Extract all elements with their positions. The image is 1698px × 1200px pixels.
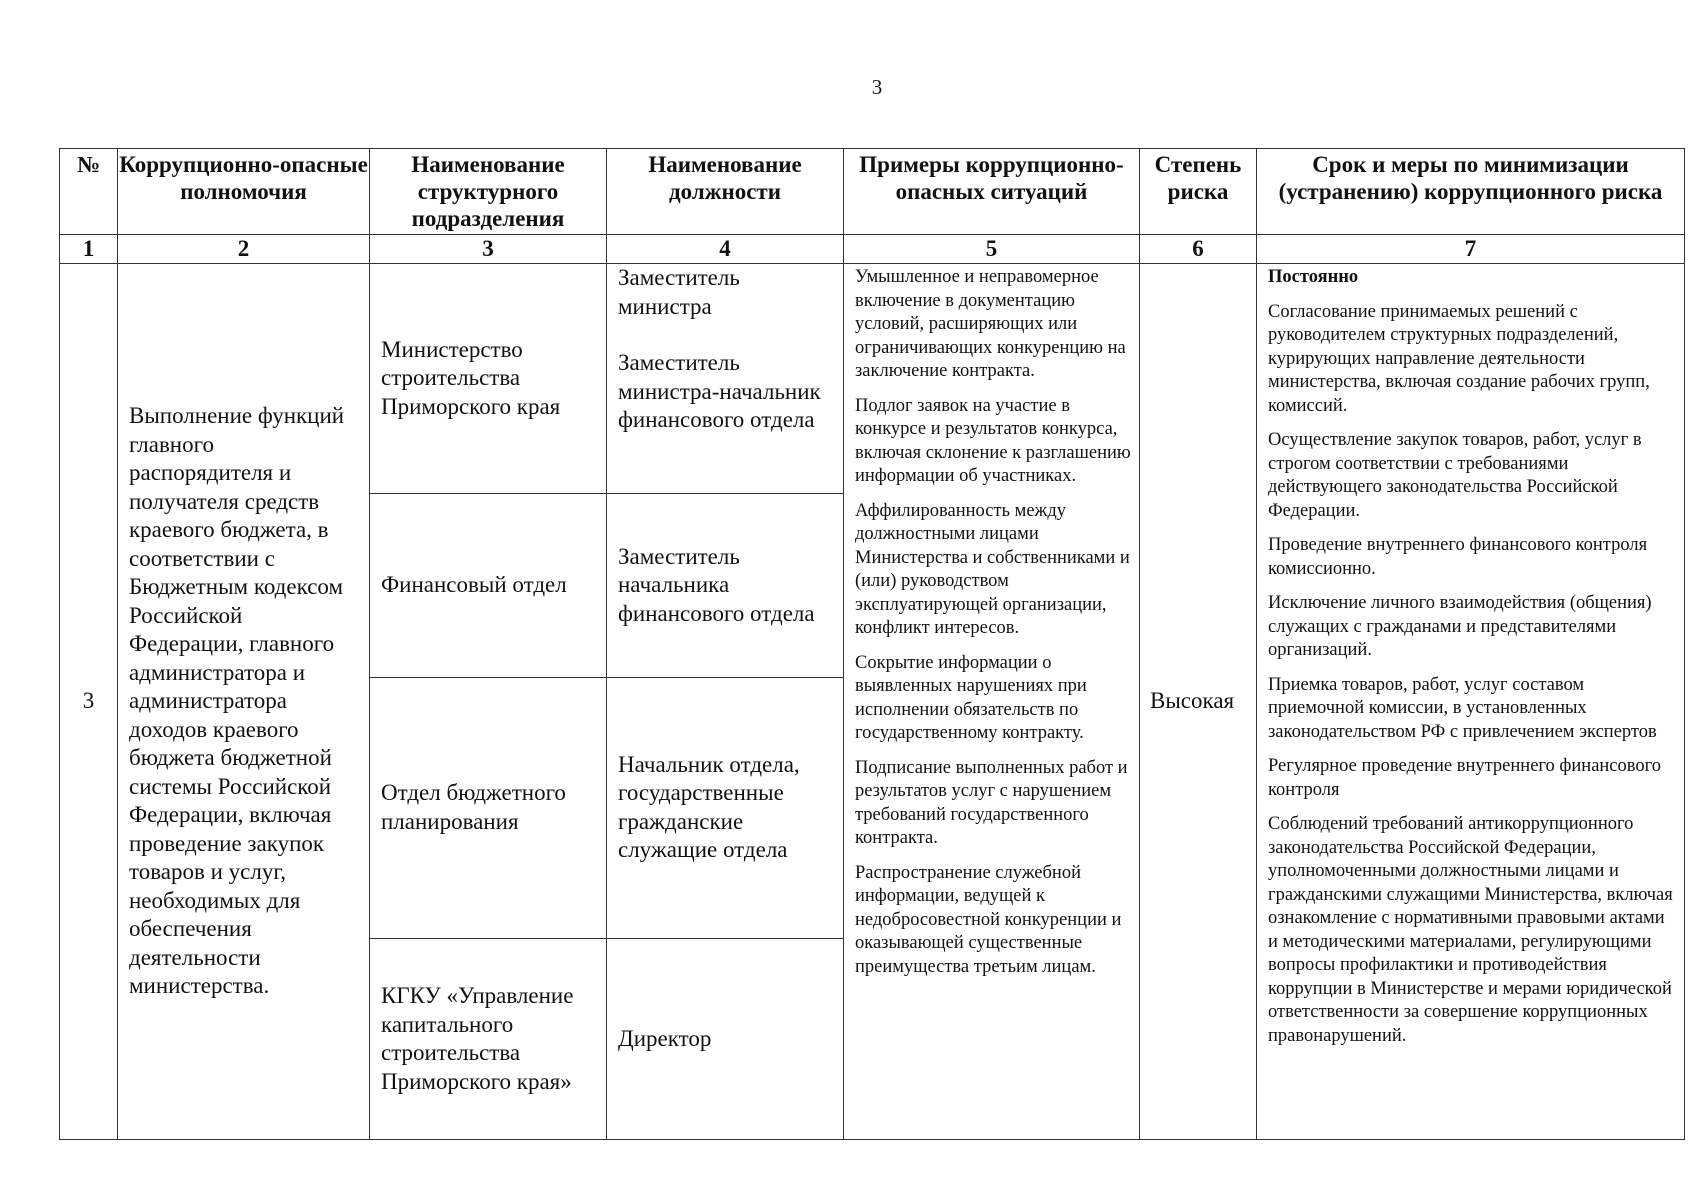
corruption-risk-table [59,148,1685,1140]
column-number: 3 [370,235,607,264]
position-cell [607,264,844,494]
measure-item: Проведение внутреннего финансового контроля комиссионно. [1268,535,1648,579]
position-cell: Начальник отдела, государственные гражданские служащие отдела [607,677,844,939]
header-examples: Примеры коррупционно-опасных ситуаций [844,149,1140,235]
department-cell: Отдел бюджетного планирования [370,677,607,939]
header-powers: Коррупционно-опасные полномочия [118,149,370,235]
position-cell: Заместитель начальника финансового отдела [607,494,844,678]
column-number: 6 [1140,235,1257,264]
header-position: Наименование должности [607,149,844,235]
example-item: Сокрытие информации о выявленных нарушениях при исполнении обязательств по государственному контракту. [855,652,1087,744]
department-cell: КГКУ «Управление капитального строительства Приморского края» [370,939,607,1140]
page-number: 3 [871,75,883,99]
risk-level-cell: Высокая [1140,264,1257,1140]
column-number: 1 [60,235,118,264]
row-number: 3 [60,264,118,1140]
measure-item: Осуществление закупок товаров, работ, услуг в строгом соответствии с требованиями действующего законодательства Российской Федерации. [1268,430,1642,521]
example-item: Аффилированность между должностными лицами Министерства и собственниками и (или) руководством эксплуатирующей организации, конфликт интересов. [855,500,1130,639]
measures-cell [1257,264,1685,1140]
position-cell: Директор [607,939,844,1140]
position-text: Заместитель министра [618,265,740,319]
department-cell: Финансовый отдел [370,494,607,678]
header-measures: Срок и меры по минимизации (устранению) коррупционного риска [1257,149,1685,235]
example-item: Умышленное и неправомерное включение в документацию условий, расширяющих или ограничивающих конкуренцию на заключение контракта. [855,267,1126,382]
position-text: Заместитель министра-начальник финансового отдела [618,350,821,433]
measure-item: Согласование принимаемых решений с руководителем структурных подразделений, курирующих направление деятельности министерства, включая создание рабочих групп, комиссий. [1268,301,1650,416]
example-item: Распространение служебной информации, ведущей к недобросовестной конкуренции и оказывающей существенные преимущества третьим лицам. [855,862,1122,977]
header-department: Наименование структурного подразделения [370,149,607,235]
column-number: 5 [844,235,1140,264]
column-number: 7 [1257,235,1685,264]
examples-cell [844,264,1140,1140]
department-cell: Министерство строительства Приморского края [370,264,607,494]
column-number: 2 [118,235,370,264]
powers-cell: Выполнение функций главного распорядителя и получателя средств краевого бюджета, в соответствии с Бюджетным кодексом Российской Федерации, главного администратора и администратора доходов краевого бюджета бюджетной системы Российской Федерации, включая проведение закупок товаров и услуг, необходимых для обеспечения деятельности министерства. [118,264,370,1140]
measures-term: Постоянно [1268,267,1359,288]
measure-item: Регулярное проведение внутреннего финансового контроля [1268,756,1662,800]
measure-item: Соблюдений требований антикоррупционного законодательства Российской Федерации, уполномоченными должностными лицами и гражданскими служащими Министерства, включая ознакомление с нормативными правовыми актами и методическими материалами, регулирующими вопросы профилактики и противодействия коррупции в Министерстве и мерами юридической ответственности за совершение коррупционных правонарушений. [1268,814,1673,1046]
header-risk-level: Степень риска [1140,149,1257,235]
measure-item: Приемка товаров, работ, услуг составом приемочной комиссии, в установленных законодательством РФ с привлечением экспертов [1268,674,1657,742]
example-item: Подписание выполненных работ и результатов услуг с нарушением требований государственного контракта. [855,757,1128,849]
header-number: № [60,149,118,235]
column-number: 4 [607,235,844,264]
example-item: Подлог заявок на участие в конкурсе и результатов конкурса, включая склонение к разглашению информации об участниках. [855,395,1131,487]
header-row [60,149,1685,235]
column-number-row [60,235,1685,264]
measure-item: Исключение личного взаимодействия (общения) служащих с гражданами и представителями организаций. [1268,593,1652,661]
table-row [60,264,1685,494]
